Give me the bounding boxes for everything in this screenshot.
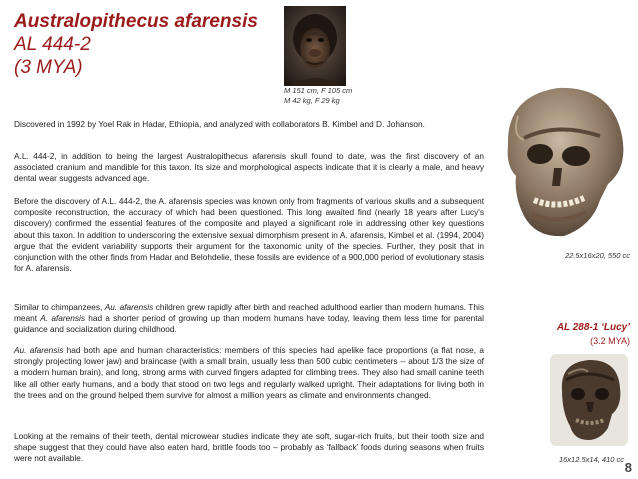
reconstruction-caption [284,86,352,106]
specimen-age: (3 MYA) [14,57,83,78]
lucy-dimensions: 16x12.5x14, 410 cc [558,455,624,464]
growth-species-1: Au. afarensis [104,302,154,312]
growth-text-b: children grew rapidly after birth and reached adulthood earlier than modern humans. This meant [14,302,484,324]
weight-caption: M 42 kg, F 29 kg [284,96,340,105]
paragraph-characteristics [14,345,484,401]
height-caption: M 151 cm, F 105 cm [284,86,353,95]
lucy-age: (3.2 MYA) [590,336,630,346]
characteristics-species: Au. afarensis [14,345,64,355]
growth-species-2: A. afarensis [40,313,85,324]
paragraph-diet: Looking at the remains of their teeth, dental microwear studies indicate they ate soft, sugar-rich fruits, but their tooth size and shape suggest that they could have also eaten hard, brittle foods too – probably as ‘fallback’ foods during seasons when fruits were not available. [14,431,484,464]
paragraph-specimen: A.L. 444-2, in addition to being the largest Australopithecus afarensis skull found to date, was the first discovery of an associated cranium and mandible for this taxon. Its size and morphological aspects indicate that it is clearly a male, and heavy dental wear suggests advanced age. [14,151,484,184]
species-name: Australopithecus afarensis [14,11,258,32]
slide-title [14,10,274,79]
al-444-2-dimensions: 22.5x16x20, 550 cc [564,251,630,260]
afarensis-reconstruction-photo [284,6,346,86]
paragraph-discovery: Discovered in 1992 by Yoel Rak in Hadar, Ethiopia, and analyzed with collaborators B. Kimbel and D. Johanson. [14,119,425,129]
growth-text-a: Similar to chimpanzees, [14,302,105,312]
paragraph-history: Before the discovery of A.L. 444-2, the A. afarensis species was known only from fragments of various skulls and a subsequent composite reconstruction, the accuracy of which had been questioned. This long awaited find (nearly 18 years after Lucy's discovery) confirmed the essential features of the composite and played a significant role in addressing other key questions about this taxon. In addition to underscoring the extensive sexual dimorphism present in A. afarensis, Kimbel et al. (1994, 2004) argue that the evident variability supports their argument for the taxonomic unity of the species. Further, they posit that in conjunction with the other finds from Hadar and Belohdelie, these fossils are evidence of a 900,000 period of evolutionary stasis for A. afarensis. [14,196,484,274]
growth-text-c: had a shorter period of growing up than modern humans have today, leaving them less time for parental guidance and socialization during childhood. [14,313,484,335]
al-444-2-skull-photo [488,76,634,246]
lucy-skull-photo [548,350,630,448]
specimen-id: AL 444-2 [14,34,91,55]
lucy-title: AL 288-1 ‘Lucy’ [556,322,630,333]
characteristics-text: had both ape and human characteristics: members of this species had apelike face proportions (a flat nose, a strongly projecting lower jaw) and braincase (with a small brain, usually less than 500 cubic centimeters -- about 1/3 the size of a modern human brain), and long, strong arms with curved fingers adapted for climbing trees. They also had small canine teeth like all other early humans, and a body that stood on two legs and regularly walked upright. Their adaptations for living both in the trees and on the ground helped them survive for almost a million years as climate and environments changed. [14,345,484,400]
paragraph-growth [14,302,484,336]
page-number: 8 [624,460,632,475]
